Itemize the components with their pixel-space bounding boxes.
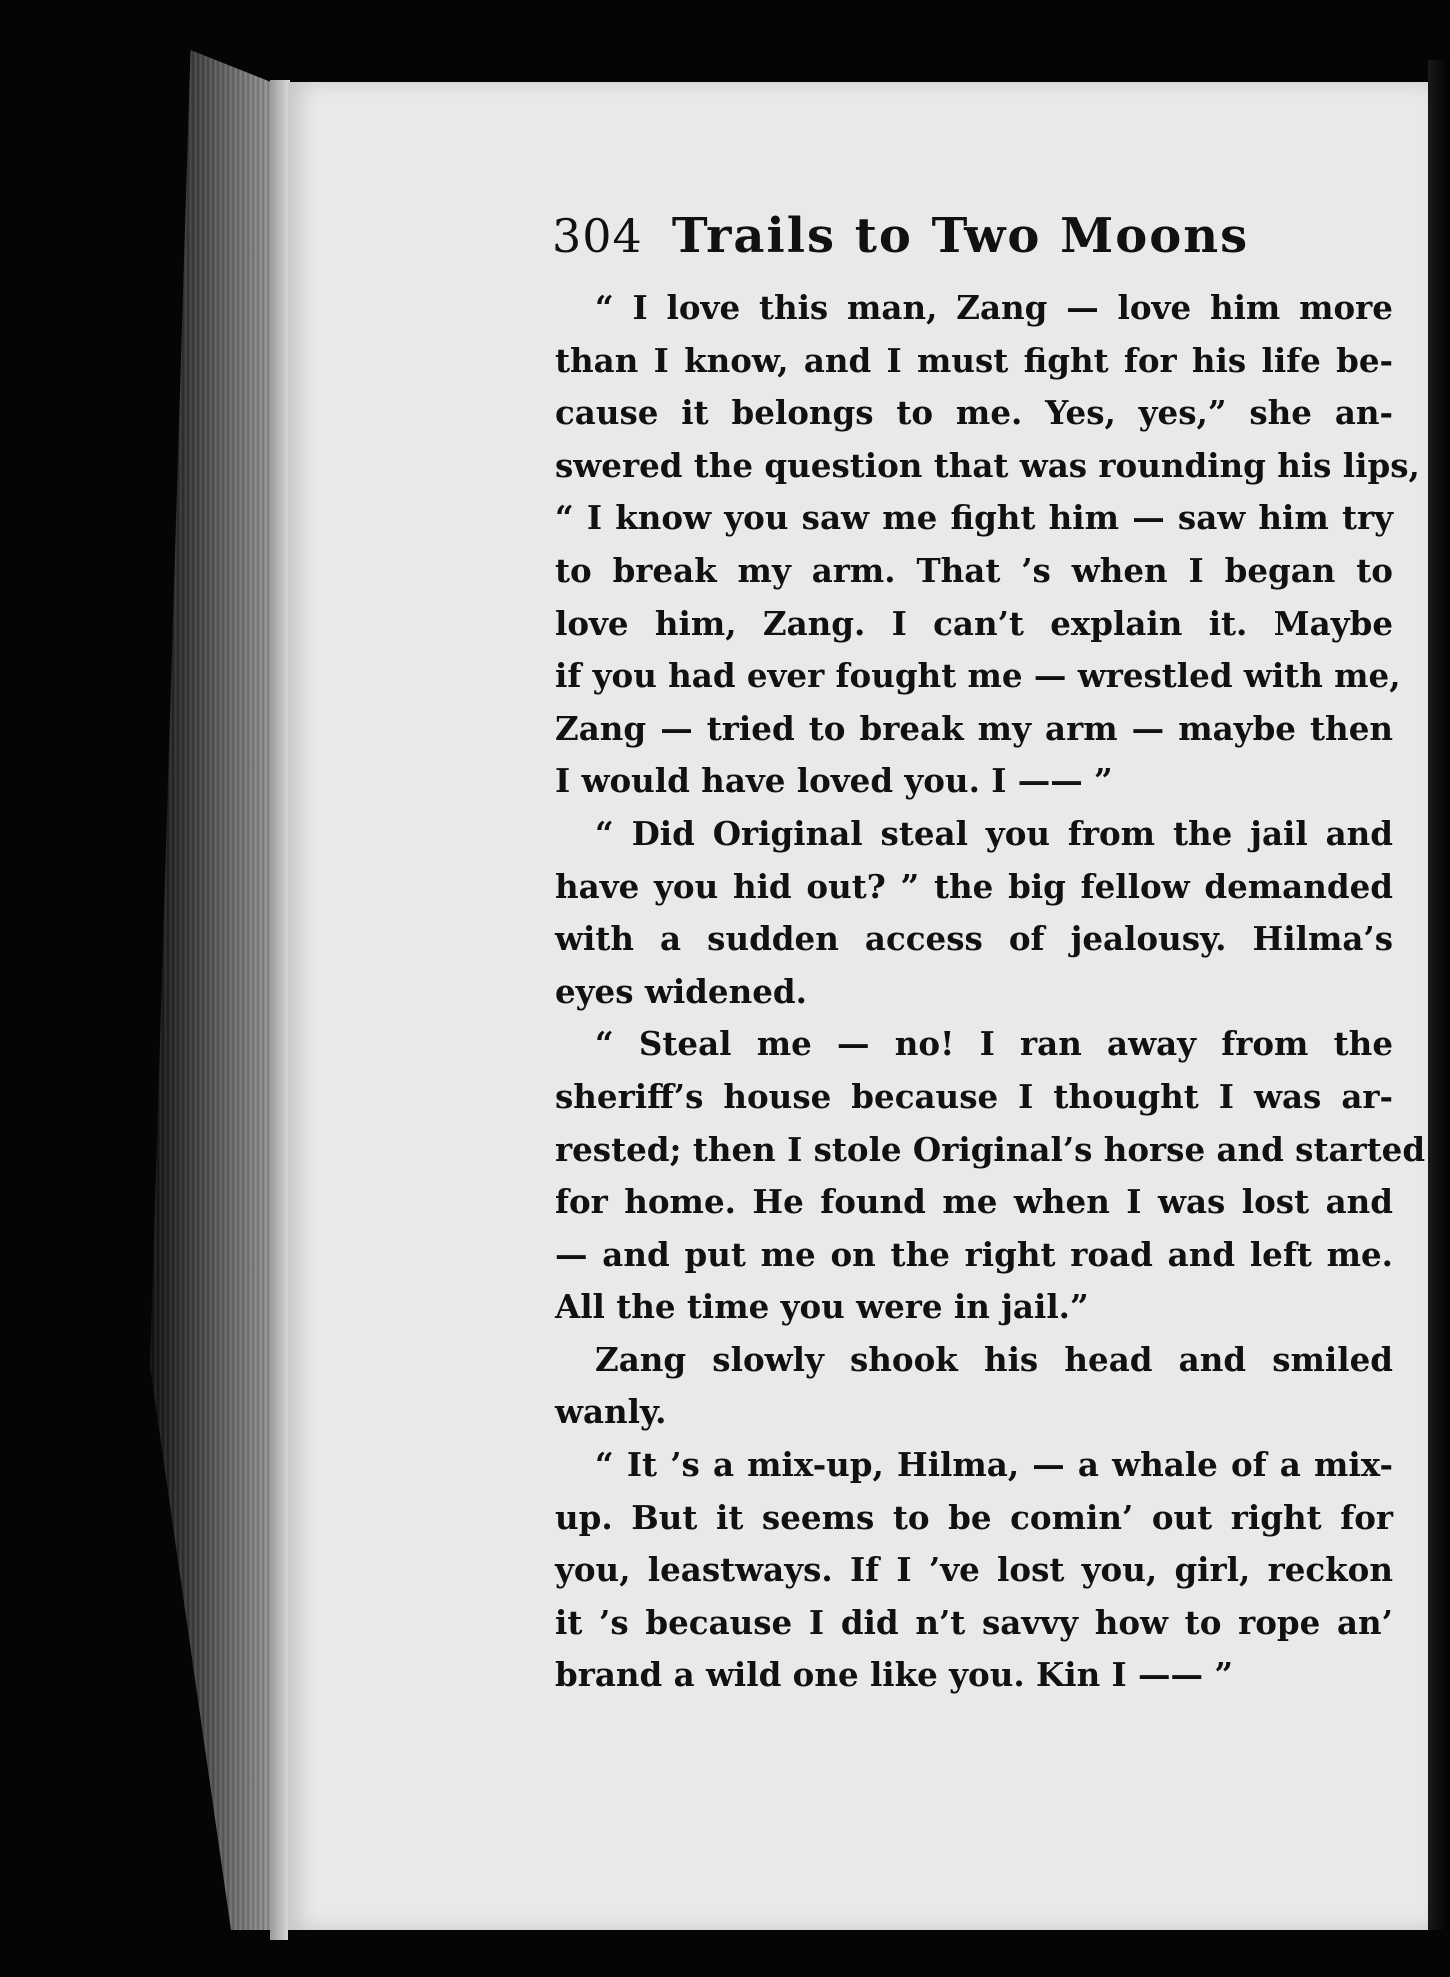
bottom-shadow: [288, 1930, 1450, 1977]
running-title: Trails to Two Moons: [671, 208, 1250, 264]
book-page-edges: [150, 50, 285, 1930]
text-line: with a sudden access of jealousy. Hilma’s: [555, 919, 1393, 959]
text-line: I would have loved you. I —— ”: [555, 761, 1113, 801]
text-line: swered the question that was rounding his lips,: [555, 445, 1420, 485]
text-line: “ It ’s a mix-up, Hilma, — a whale of a mix-: [595, 1445, 1393, 1485]
text-line: than I know, and I must fight for his life be-: [555, 340, 1393, 380]
page-edge-strip: [270, 80, 290, 1940]
text-line: Zang slowly shook his head and smiled: [595, 1339, 1393, 1379]
text-line: Zang — tried to break my arm — maybe then: [555, 708, 1393, 748]
text-line: All the time you were in jail.”: [555, 1287, 1089, 1327]
right-shadow: [1428, 60, 1450, 1950]
text-line: “ Did Original steal you from the jail and: [595, 813, 1393, 853]
text-line: brand a wild one like you. Kin I —— ”: [555, 1655, 1234, 1695]
text-line: “ I love this man, Zang — love him more: [595, 288, 1393, 327]
text-line: for home. He found me when I was lost and: [555, 1182, 1393, 1222]
text-line: to break my arm. That ’s when I began to: [555, 550, 1393, 590]
text-line: have you hid out? ” the big fellow demanded: [555, 866, 1393, 906]
text-line: up. But it seems to be comin’ out right for: [555, 1497, 1393, 1537]
page-header: [552, 208, 1252, 264]
text-line: cause it belongs to me. Yes, yes,” she an-: [555, 393, 1393, 433]
page-number: 304: [552, 209, 643, 263]
text-line: if you had ever fought me — wrestled with me,: [555, 656, 1401, 696]
text-line: it ’s because I did n’t savvy how to rope an’: [555, 1602, 1393, 1642]
text-line: wanly.: [555, 1392, 667, 1432]
text-line: rested; then I stole Original’s horse and started: [555, 1129, 1426, 1169]
text-line: sheriff’s house because I thought I was ar-: [555, 1076, 1393, 1116]
text-line: “ I know you saw me fight him — saw him try: [555, 498, 1393, 538]
text-line: — and put me on the right road and left me.: [555, 1234, 1393, 1274]
text-line: love him, Zang. I can’t explain it. Maybe: [555, 603, 1393, 643]
text-line: “ Steal me — no! I ran away from the: [595, 1024, 1393, 1064]
text-line: eyes widened.: [555, 971, 807, 1011]
body-text: [555, 282, 1426, 1702]
text-line: you, leastways. If I ’ve lost you, girl, reckon: [555, 1550, 1393, 1590]
